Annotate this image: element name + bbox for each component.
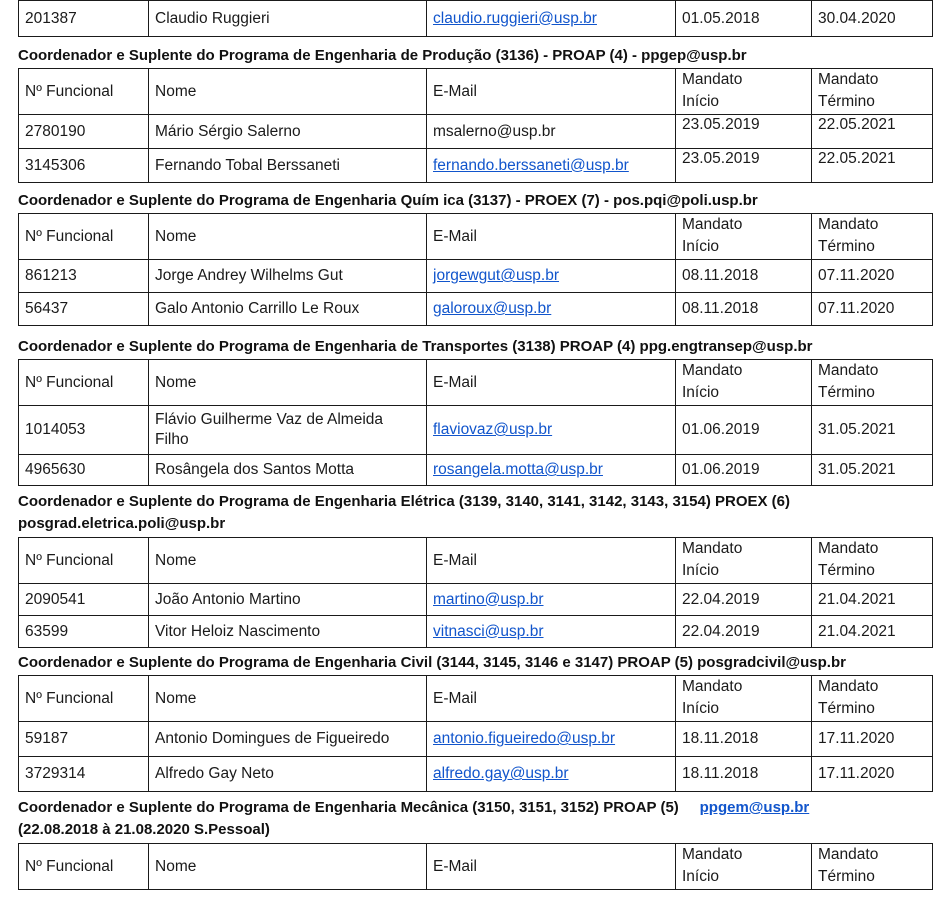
email-link[interactable]: alfredo.gay@usp.br [433,765,569,782]
cell-inicio: 18.11.2018 [676,722,812,757]
cell-funcional: 3729314 [19,757,149,792]
header-inicio: Mandato Início [676,676,812,722]
cell-inicio: 01.06.2019 [676,455,812,486]
table-mecanica [18,843,933,890]
header-email: E-Mail [427,538,676,584]
table-quimica [18,213,933,326]
cell-email [427,115,676,149]
header-termino: Mandato Término [812,538,933,584]
email-link[interactable]: flaviovaz@usp.br [433,421,553,438]
cell-nome: Flávio Guilherme Vaz de Almeida Filho [149,406,427,455]
header-nome: Nome [149,538,427,584]
header-email: E-Mail [427,214,676,260]
cell-email [427,616,676,648]
cell-nome: Galo Antonio Carrillo Le Roux [149,293,427,326]
cell-email [427,584,676,616]
table-row [19,260,933,293]
cell-funcional: 4965630 [19,455,149,486]
cell-termino: 22.05.2021 [812,115,933,149]
header-inicio: Mandato Início [676,844,812,890]
table-row [19,1,933,37]
cell-funcional: 2090541 [19,584,149,616]
table-eletrica [18,537,933,648]
header-funcional: Nº Funcional [19,676,149,722]
cell-email [427,757,676,792]
cell-nome: Mário Sérgio Salerno [149,115,427,149]
header-nome: Nome [149,214,427,260]
cell-funcional: 3145306 [19,149,149,183]
header-row [19,676,933,722]
table-row [19,757,933,792]
section-title-producao: Coordenador e Suplente do Programa de Engenharia de Produção (3136) - PROAP (4) - ppgep@usp.br [18,47,747,64]
section-email: posgrad.eletrica.poli@usp.br [18,515,226,532]
table-row [19,616,933,648]
section-title-quimica: Coordenador e Suplente do Programa de Engenharia Quím ica (3137) - PROEX (7) - pos.pqi@poli.usp.br [18,192,758,209]
cell-nome: Claudio Ruggieri [149,1,427,37]
header-termino: Mandato Término [812,69,933,115]
cell-termino: 07.11.2020 [812,260,933,293]
cell-inicio: 18.11.2018 [676,757,812,792]
email-link[interactable]: vitnasci@usp.br [433,622,544,640]
cell-email [427,1,676,37]
section-title-civil: Coordenador e Suplente do Programa de Engenharia Civil (3144, 3145, 3146 e 3147) PROAP (5) posgradcivil@usp.br [18,654,846,671]
header-email: E-Mail [427,360,676,406]
header-funcional: Nº Funcional [19,538,149,584]
email-link[interactable]: antonio.figueiredo@usp.br [433,730,616,747]
header-nome: Nome [149,676,427,722]
cell-termino: 21.04.2021 [812,616,933,648]
header-nome: Nome [149,360,427,406]
cell-inicio: 23.05.2019 [676,115,812,149]
cell-email [427,293,676,326]
cell-termino: 31.05.2021 [812,455,933,486]
cell-nome: Antonio Domingues de Figueiredo [149,722,427,757]
header-funcional: Nº Funcional [19,214,149,260]
cell-email [427,406,676,455]
cell-funcional: 861213 [19,260,149,293]
header-row [19,538,933,584]
cell-funcional: 2780190 [19,115,149,149]
table-top [18,0,933,37]
section-title-eletrica: Coordenador e Suplente do Programa de Engenharia Elétrica (3139, 3140, 3141, 3142, 3143, 3154) PROEX (6) posgrad.eletrica.poli@usp.br [18,491,790,535]
header-row [19,214,933,260]
cell-termino: 17.11.2020 [812,722,933,757]
header-termino: Mandato Término [812,844,933,890]
table-transportes [18,359,933,486]
header-row [19,844,933,890]
header-termino: Mandato Término [812,676,933,722]
cell-nome: João Antonio Martino [149,584,427,616]
header-inicio: Mandato Início [676,214,812,260]
header-row [19,69,933,115]
header-row [19,360,933,406]
header-termino: Mandato Término [812,360,933,406]
email-link[interactable]: jorgewgut@usp.br [433,267,560,284]
table-civil [18,675,933,792]
cell-inicio: 08.11.2018 [676,293,812,326]
cell-nome: Alfredo Gay Neto [149,757,427,792]
table-row [19,406,933,455]
table-row [19,455,933,486]
email-link[interactable]: claudio.ruggieri@usp.br [433,9,597,27]
cell-termino: 31.05.2021 [812,406,933,455]
header-email: E-Mail [427,676,676,722]
cell-funcional: 201387 [19,1,149,37]
cell-inicio: 23.05.2019 [676,149,812,183]
table-row [19,293,933,326]
cell-funcional: 56437 [19,293,149,326]
cell-nome: Vitor Heloiz Nascimento [149,616,427,648]
email-link[interactable]: rosangela.motta@usp.br [433,461,603,478]
email-link[interactable]: martino@usp.br [433,590,544,608]
table-row [19,722,933,757]
cell-nome: Rosângela dos Santos Motta [149,455,427,486]
cell-nome: Fernando Tobal Berssaneti [149,149,427,183]
email-link[interactable]: galoroux@usp.br [433,300,552,317]
cell-termino: 30.04.2020 [812,1,933,37]
header-funcional: Nº Funcional [19,69,149,115]
cell-termino: 17.11.2020 [812,757,933,792]
email-link[interactable]: fernando.berssaneti@usp.br [433,156,629,174]
header-funcional: Nº Funcional [19,844,149,890]
cell-email [427,149,676,183]
cell-email [427,260,676,293]
cell-inicio: 22.04.2019 [676,616,812,648]
section-email-link[interactable]: ppgem@usp.br [699,799,810,816]
section-title-mecanica: Coordenador e Suplente do Programa de Engenharia Mecânica (3150, 3151, 3152) PROAP (5) ppgem@usp.br (22.08.2018 à 21.08.2020 S.Pessoal) [18,799,810,838]
cell-inicio: 01.06.2019 [676,406,812,455]
table-row [19,115,933,149]
cell-inicio: 08.11.2018 [676,260,812,293]
cell-inicio: 01.05.2018 [676,1,812,37]
cell-termino: 07.11.2020 [812,293,933,326]
table-producao [18,68,933,183]
cell-funcional: 59187 [19,722,149,757]
header-inicio: Mandato Início [676,538,812,584]
cell-funcional: 63599 [19,616,149,648]
cell-termino: 21.04.2021 [812,584,933,616]
cell-nome: Jorge Andrey Wilhelms Gut [149,260,427,293]
header-inicio: Mandato Início [676,360,812,406]
header-funcional: Nº Funcional [19,360,149,406]
header-nome: Nome [149,844,427,890]
cell-email [427,455,676,486]
cell-email [427,722,676,757]
section-title-transportes: Coordenador e Suplente do Programa de Engenharia de Transportes (3138) PROAP (4) ppg.engtransep@usp.br [18,338,813,355]
table-row [19,149,933,183]
header-email: E-Mail [427,844,676,890]
table-row [19,584,933,616]
cell-inicio: 22.04.2019 [676,584,812,616]
cell-funcional: 1014053 [19,406,149,455]
header-nome: Nome [149,69,427,115]
header-termino: Mandato Término [812,214,933,260]
header-email: E-Mail [427,69,676,115]
email-text: msalerno@usp.br [433,122,556,140]
cell-termino: 22.05.2021 [812,149,933,183]
header-inicio: Mandato Início [676,69,812,115]
